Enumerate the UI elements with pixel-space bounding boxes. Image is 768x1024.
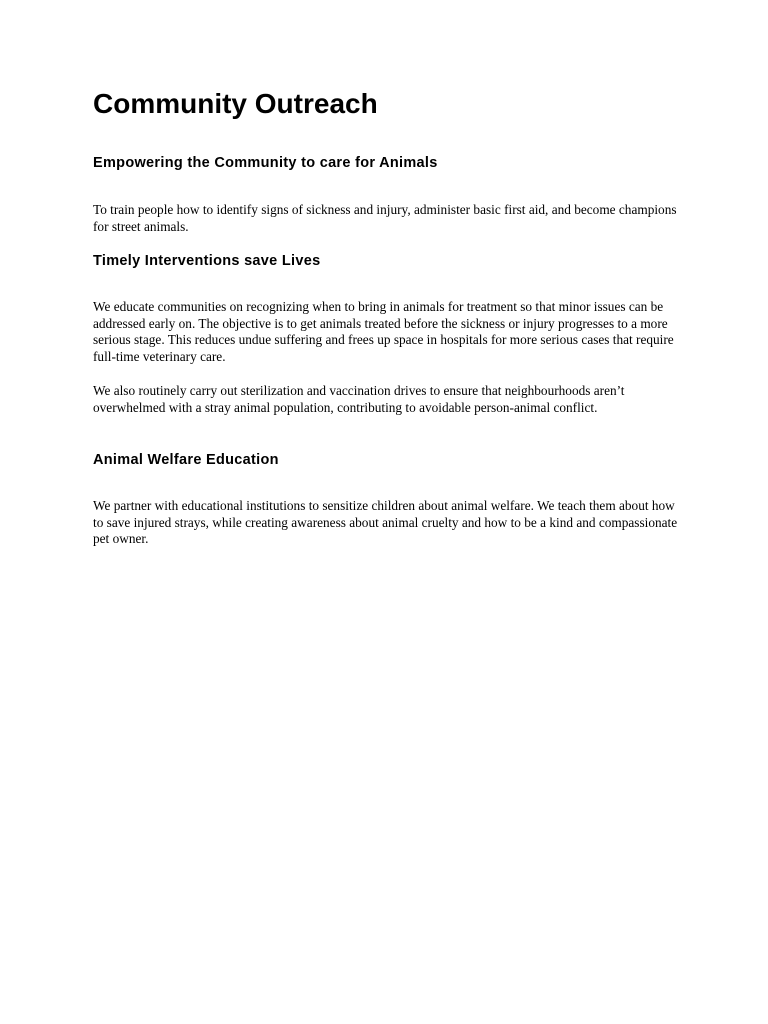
page-title: Community Outreach bbox=[93, 88, 378, 119]
section-heading-animal-welfare-education: Animal Welfare Education bbox=[93, 452, 279, 468]
section-paragraph: We also routinely carry out sterilization and vaccination drives to ensure that neighbourhoods aren’t overwhelmed with a stray animal population, contributing to avoidable person-animal conflict. bbox=[93, 383, 625, 415]
section-heading-empowering: Empowering the Community to care for Animals bbox=[93, 155, 438, 171]
section-paragraph: To train people how to identify signs of sickness and injury, administer basic first aid, and become champions for street animals. bbox=[93, 202, 677, 234]
section-heading-timely-interventions: Timely Interventions save Lives bbox=[93, 253, 321, 269]
section-paragraph: We partner with educational institutions to sensitize children about animal welfare. We teach them about how to save injured strays, while creating awareness about animal cruelty and how to be a kind and compassionate pet owner. bbox=[93, 498, 678, 547]
section-paragraph: We educate communities on recognizing when to bring in animals for treatment so that minor issues can be addressed early on. The objective is to get animals treated before the sickness or injury progresses to a more serious stage. This reduces undue suffering and frees up space in hospitals for more serious cases that require full-time veterinary care. bbox=[93, 299, 674, 364]
